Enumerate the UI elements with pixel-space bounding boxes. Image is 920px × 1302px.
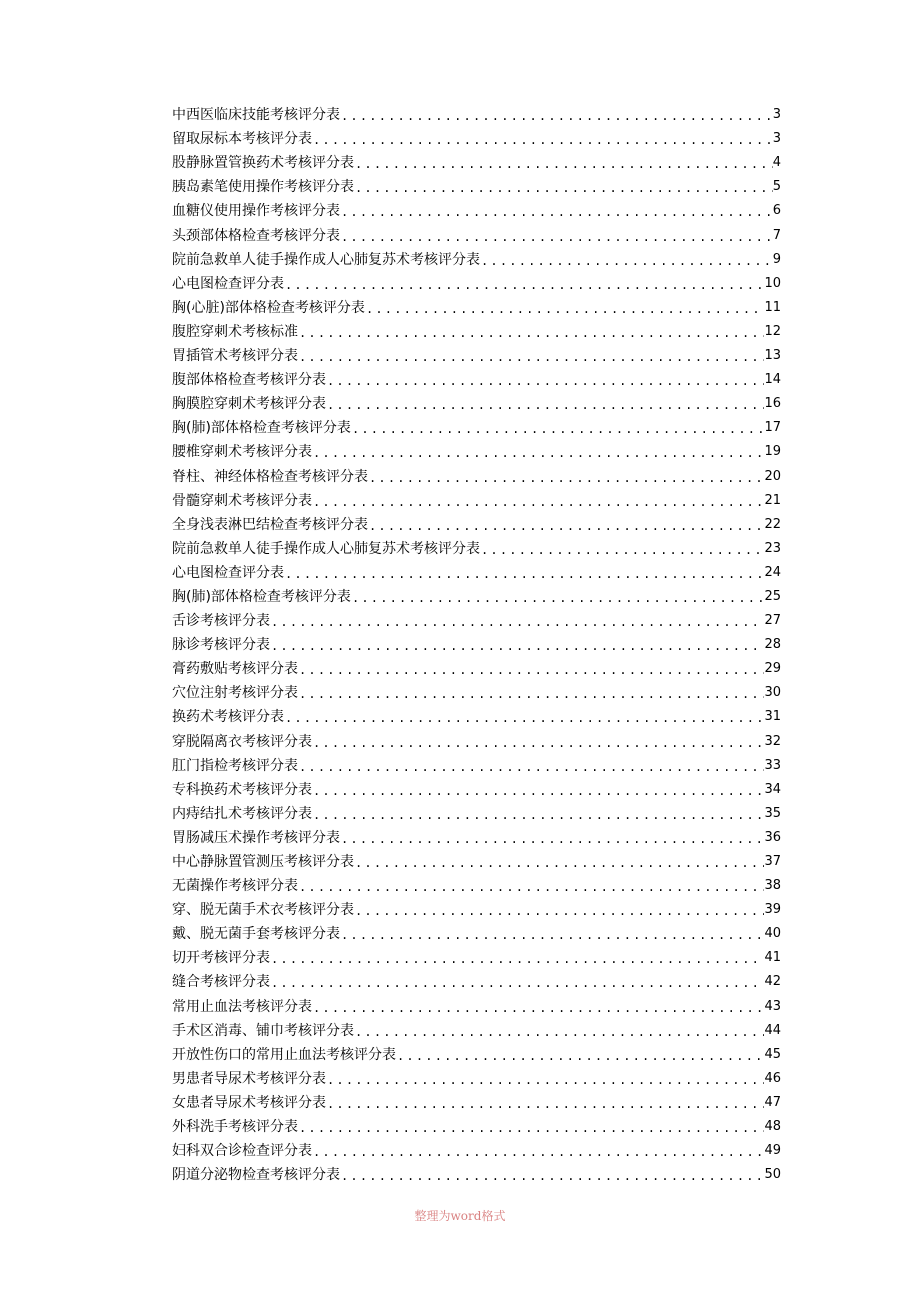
toc-dot-leader (396, 1048, 764, 1064)
toc-entry[interactable] (172, 389, 781, 413)
toc-entry[interactable] (172, 100, 781, 124)
toc-entry-title: 切开考核评分表 (172, 950, 270, 967)
toc-dot-leader (326, 373, 764, 389)
toc-entry-title: 脉诊考核评分表 (172, 637, 270, 654)
toc-entry-title: 留取尿标本考核评分表 (172, 131, 312, 148)
toc-entry-title: 胸(肺)部体格检查考核评分表 (172, 588, 351, 605)
toc-entry-page-number: 13 (764, 348, 781, 364)
toc-dot-leader (340, 831, 764, 847)
toc-entry[interactable] (172, 871, 781, 895)
toc-entry[interactable] (172, 510, 781, 534)
toc-dot-leader (326, 1072, 764, 1088)
toc-entry[interactable] (172, 847, 781, 871)
toc-entry-page-number: 22 (764, 516, 781, 532)
toc-entry-page-number: 6 (772, 203, 781, 219)
toc-dot-leader (354, 1024, 764, 1040)
toc-entry-page-number: 29 (764, 661, 781, 677)
toc-dot-leader (298, 759, 764, 775)
toc-entry[interactable] (172, 654, 781, 678)
toc-entry[interactable] (172, 124, 781, 148)
toc-entry-page-number: 49 (764, 1143, 781, 1159)
toc-entry-title: 专科换药术考核评分表 (172, 781, 312, 798)
toc-entry[interactable] (172, 678, 781, 702)
toc-dot-leader (312, 1000, 764, 1016)
toc-entry[interactable] (172, 582, 781, 606)
toc-entry-page-number: 30 (764, 685, 781, 701)
toc-entry-page-number: 7 (772, 227, 781, 243)
toc-entry-page-number: 50 (764, 1167, 781, 1183)
toc-entry-title: 膏药敷贴考核评分表 (172, 661, 298, 678)
toc-entry-title: 无菌操作考核评分表 (172, 878, 298, 895)
toc-entry-title: 胃肠减压术操作考核评分表 (172, 829, 340, 846)
toc-entry-page-number: 9 (772, 251, 781, 267)
toc-entry-title: 心电图检查评分表 (172, 275, 284, 292)
toc-entry-title: 阴道分泌物检查考核评分表 (172, 1167, 340, 1184)
toc-dot-leader (298, 686, 764, 702)
toc-entry-page-number: 34 (764, 781, 781, 797)
toc-entry-page-number: 3 (772, 131, 781, 147)
toc-entry[interactable] (172, 943, 781, 967)
toc-entry-title: 外科洗手考核评分表 (172, 1119, 298, 1136)
toc-dot-leader (312, 132, 773, 148)
toc-entry-page-number: 48 (764, 1119, 781, 1135)
toc-entry-page-number: 20 (764, 468, 781, 484)
toc-entry-title: 院前急救单人徒手操作成人心肺复苏术考核评分表 (172, 251, 480, 268)
toc-dot-leader (354, 855, 764, 871)
toc-dot-leader (340, 927, 764, 943)
toc-entry[interactable] (172, 558, 781, 582)
toc-entry-title: 肛门指检考核评分表 (172, 757, 298, 774)
toc-dot-leader (480, 253, 773, 269)
toc-entry-title: 腹部体格检查考核评分表 (172, 372, 326, 389)
toc-entry[interactable] (172, 726, 781, 750)
toc-entry-page-number: 21 (764, 492, 781, 508)
toc-entry-page-number: 38 (764, 878, 781, 894)
toc-entry-page-number: 12 (764, 323, 781, 339)
toc-dot-leader (298, 325, 764, 341)
toc-entry[interactable] (172, 1064, 781, 1088)
toc-entry[interactable] (172, 606, 781, 630)
toc-entry[interactable] (172, 1088, 781, 1112)
toc-entry-page-number: 24 (764, 564, 781, 580)
toc-entry-page-number: 41 (764, 950, 781, 966)
toc-dot-leader (284, 277, 764, 293)
toc-entry[interactable] (172, 461, 781, 485)
toc-entry[interactable] (172, 823, 781, 847)
toc-dot-leader (298, 879, 764, 895)
toc-entry-page-number: 14 (764, 372, 781, 388)
toc-dot-leader (312, 1144, 764, 1160)
toc-dot-leader (270, 614, 764, 630)
toc-dot-leader (351, 590, 765, 606)
toc-entry-page-number: 19 (764, 444, 781, 460)
toc-entry[interactable] (172, 967, 781, 991)
toc-entry-title: 胰岛素笔使用操作考核评分表 (172, 179, 354, 196)
toc-dot-leader (326, 1096, 764, 1112)
toc-entry[interactable] (172, 775, 781, 799)
toc-entry-page-number: 5 (772, 179, 781, 195)
toc-entry-page-number: 25 (764, 588, 781, 604)
toc-entry-title: 腰椎穿刺术考核评分表 (172, 444, 312, 461)
toc-entry[interactable] (172, 341, 781, 365)
toc-entry-page-number: 27 (764, 613, 781, 629)
toc-dot-leader (354, 180, 773, 196)
toc-dot-leader (270, 951, 764, 967)
toc-dot-leader (340, 229, 773, 245)
toc-dot-leader (312, 807, 764, 823)
page-footer: 整理为word格式 (414, 1209, 506, 1223)
toc-entry-title: 院前急救单人徒手操作成人心肺复苏术考核评分表 (172, 540, 480, 557)
toc-entry-page-number: 39 (764, 902, 781, 918)
toc-entry[interactable] (172, 799, 781, 823)
toc-entry[interactable] (172, 919, 781, 943)
toc-entry[interactable] (172, 1016, 781, 1040)
toc-dot-leader (480, 542, 764, 558)
toc-entry[interactable] (172, 1136, 781, 1160)
toc-entry-page-number: 17 (764, 420, 781, 436)
toc-dot-leader (312, 735, 764, 751)
toc-dot-leader (284, 566, 764, 582)
toc-entry-page-number: 16 (764, 396, 781, 412)
toc-entry-page-number: 31 (764, 709, 781, 725)
toc-dot-leader (354, 903, 764, 919)
toc-entry-page-number: 46 (764, 1070, 781, 1086)
toc-dot-leader (312, 783, 764, 799)
toc-entry[interactable] (172, 269, 781, 293)
toc-entry-title: 骨髓穿刺术考核评分表 (172, 492, 312, 509)
toc-entry-title: 穿、脱无菌手术衣考核评分表 (172, 902, 354, 919)
toc-entry-page-number: 44 (764, 1022, 781, 1038)
toc-entry[interactable] (172, 413, 781, 437)
toc-entry-page-number: 47 (764, 1094, 781, 1110)
toc-entry[interactable] (172, 365, 781, 389)
toc-entry[interactable] (172, 534, 781, 558)
toc-entry-title: 开放性伤口的常用止血法考核评分表 (172, 1046, 396, 1063)
toc-entry-page-number: 32 (764, 733, 781, 749)
toc-entry-title: 胸膜腔穿刺术考核评分表 (172, 396, 326, 413)
toc-entry-page-number: 45 (764, 1046, 781, 1062)
toc-entry-page-number: 37 (764, 854, 781, 869)
toc-dot-leader (368, 470, 764, 486)
toc-entry-title: 心电图检查评分表 (172, 564, 284, 581)
toc-entry-title: 全身浅表淋巴结检查考核评分表 (172, 516, 368, 533)
toc-entry[interactable] (172, 317, 781, 341)
toc-entry-title: 内痔结扎术考核评分表 (172, 805, 312, 822)
toc-dot-leader (340, 204, 773, 220)
toc-entry[interactable] (172, 245, 781, 269)
toc-entry[interactable] (172, 630, 781, 654)
toc-dot-leader (365, 301, 765, 317)
toc-dot-leader (312, 445, 764, 461)
toc-entry-page-number: 35 (764, 805, 781, 821)
toc-entry[interactable] (172, 437, 781, 461)
toc-entry-title: 手术区消毒、铺巾考核评分表 (172, 1022, 354, 1039)
toc-dot-leader (368, 518, 764, 534)
toc-entry[interactable] (172, 702, 781, 726)
toc-entry-title: 头颈部体格检查考核评分表 (172, 227, 340, 244)
toc-entry[interactable] (172, 293, 781, 317)
toc-entry[interactable] (172, 1112, 781, 1136)
toc-dot-leader (351, 421, 765, 437)
toc-dot-leader (298, 349, 764, 365)
toc-dot-leader (270, 638, 764, 654)
toc-entry[interactable] (172, 1040, 781, 1064)
toc-dot-leader (298, 662, 764, 678)
toc-entry[interactable] (172, 172, 781, 196)
toc-entry-title: 换药术考核评分表 (172, 709, 284, 726)
toc-entry-title: 胸(心脏)部体格检查考核评分表 (172, 299, 365, 316)
toc-entry-page-number: 33 (764, 757, 781, 773)
toc-entry[interactable] (172, 991, 781, 1015)
toc-entry-page-number: 3 (772, 107, 781, 123)
toc-entry-title: 穿脱隔离衣考核评分表 (172, 733, 312, 750)
toc-dot-leader (312, 494, 764, 510)
toc-entry-title: 妇科双合诊检查评分表 (172, 1143, 312, 1160)
toc-entry[interactable] (172, 196, 781, 220)
toc-entry[interactable] (172, 220, 781, 244)
toc-entry-title: 股静脉置管换药术考核评分表 (172, 155, 354, 172)
toc-entry-page-number: 11 (764, 299, 781, 315)
toc-dot-leader (270, 975, 764, 991)
toc-entry-page-number: 23 (764, 540, 781, 556)
toc-entry[interactable] (172, 751, 781, 775)
toc-entry[interactable] (172, 486, 781, 510)
table-of-contents (172, 100, 781, 1184)
toc-dot-leader (354, 156, 773, 172)
toc-entry-title: 胃插管术考核评分表 (172, 348, 298, 365)
toc-entry-title: 缝合考核评分表 (172, 974, 270, 991)
toc-entry-title: 穴位注射考核评分表 (172, 685, 298, 702)
toc-entry-page-number: 10 (764, 275, 781, 291)
toc-entry-page-number: 4 (772, 155, 781, 171)
toc-entry[interactable] (172, 895, 781, 919)
toc-dot-leader (284, 710, 764, 726)
toc-entry-title: 男患者导尿术考核评分表 (172, 1070, 326, 1087)
toc-dot-leader (340, 1168, 764, 1184)
toc-dot-leader (340, 108, 773, 124)
toc-entry-title: 常用止血法考核评分表 (172, 998, 312, 1015)
toc-entry-page-number: 42 (764, 974, 781, 990)
toc-entry-page-number: 43 (764, 998, 781, 1014)
toc-entry-page-number: 28 (764, 637, 781, 653)
toc-entry-title: 中西医临床技能考核评分表 (172, 107, 340, 124)
toc-entry-title: 胸(肺)部体格检查考核评分表 (172, 420, 351, 437)
toc-entry[interactable] (172, 148, 781, 172)
toc-dot-leader (298, 1120, 764, 1136)
toc-entry-title: 戴、脱无菌手套考核评分表 (172, 926, 340, 943)
toc-dot-leader (326, 397, 764, 413)
toc-entry-page-number: 40 (764, 926, 781, 942)
toc-entry-title: 腹腔穿刺术考核标准 (172, 323, 298, 340)
toc-entry-title: 女患者导尿术考核评分表 (172, 1094, 326, 1111)
toc-entry-page-number: 36 (764, 829, 781, 845)
toc-entry-title: 中心静脉置管测压考核评分表 (172, 854, 354, 870)
toc-entry-title: 舌诊考核评分表 (172, 613, 270, 630)
toc-entry-title: 脊柱、神经体格检查考核评分表 (172, 468, 368, 485)
toc-entry[interactable] (172, 1160, 781, 1184)
toc-entry-title: 血糖仪使用操作考核评分表 (172, 203, 340, 220)
